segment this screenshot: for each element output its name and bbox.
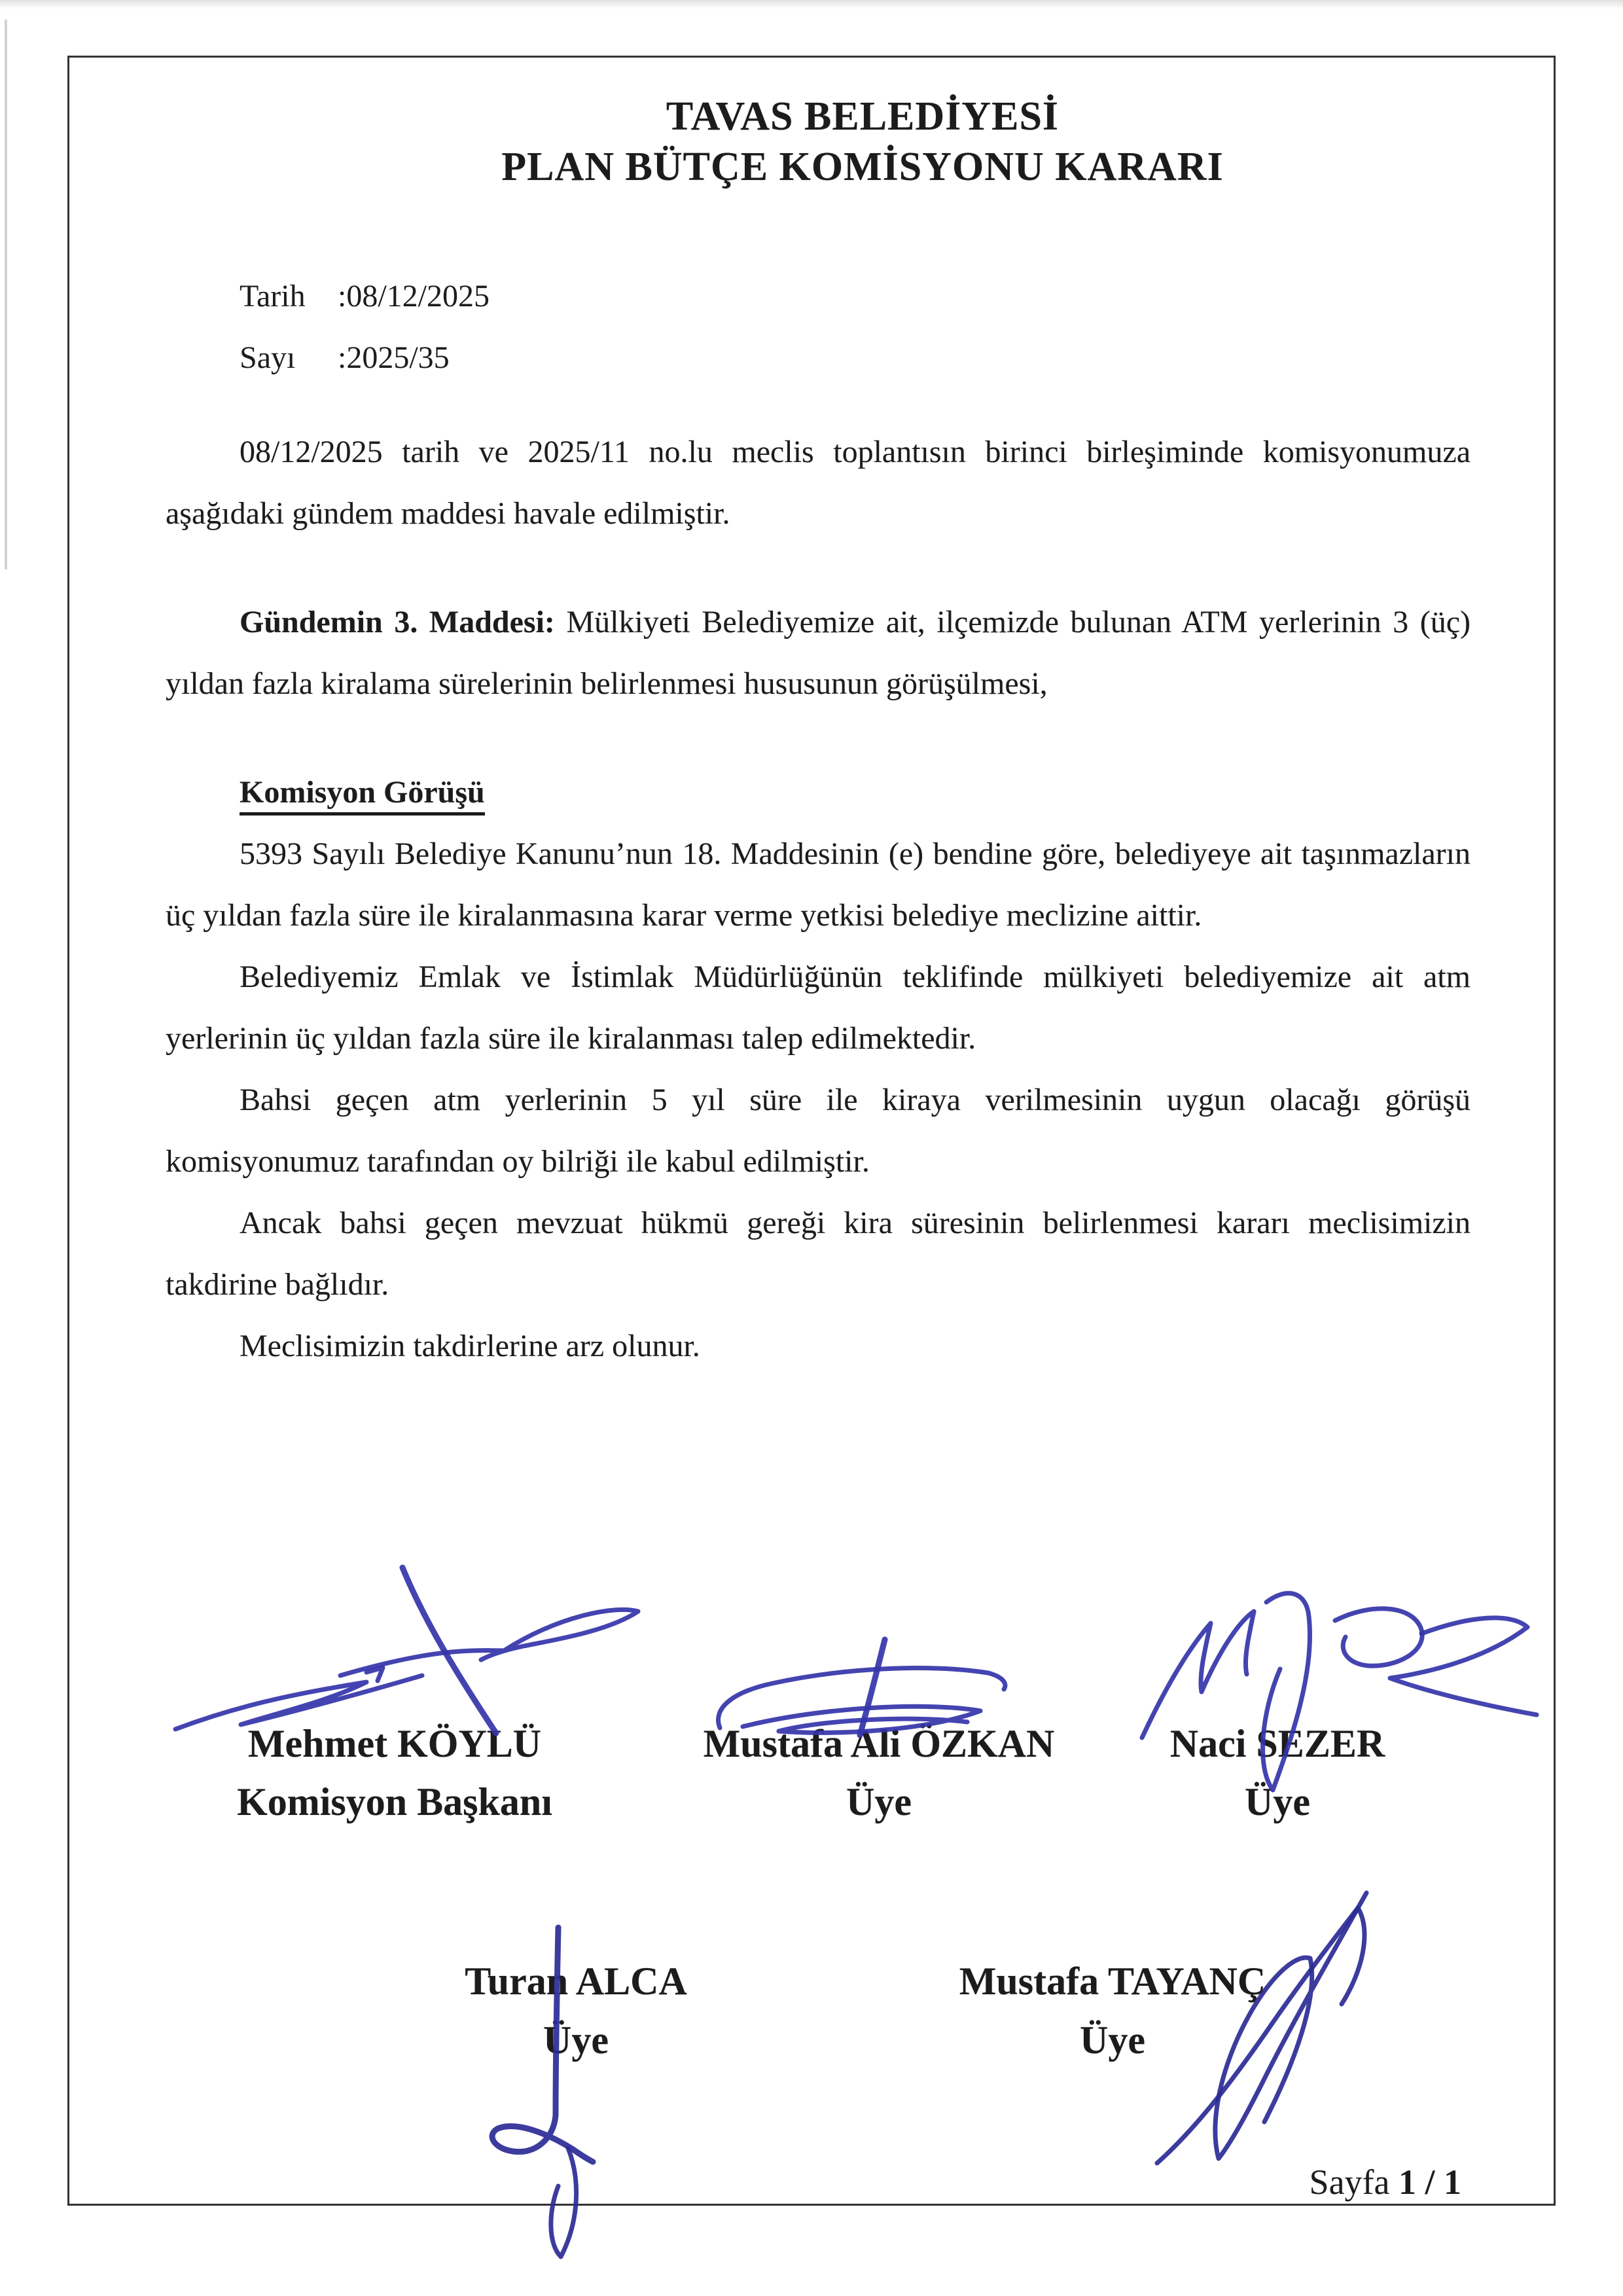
paragraph-opinion-4: Ancak bahsi geçen mevzuat hükmü gereği kira süresinin belirlenmesi kararı meclisimizin takdirine bağlıdır. (166, 1206, 1471, 1302)
signer-name-turan-alca: Turan ALCA (465, 1960, 687, 2003)
date-value: :08/12/2025 (338, 279, 490, 314)
scan-artifact-top (0, 0, 1623, 9)
paragraph-opinion-2: Belediyemiz Emlak ve İstimlak Müdürlüğünün teklifinde mülkiyeti belediyemize ait atm yerlerinin üç yıldan fazla süre ile kiralanması talep edilmektedir. (166, 960, 1471, 1056)
signer-role-mustafa-tayanc: Üye (1080, 2018, 1145, 2062)
signer-role-naci-sezer: Üye (1245, 1780, 1310, 1823)
meta-block (240, 266, 1471, 389)
signer-name-naci-sezer: Naci SEZER (1169, 1722, 1385, 1765)
signer-role-turan-alca: Üye (543, 2018, 609, 2062)
page-number-label: Sayfa (1309, 2162, 1390, 2202)
paragraph-intro: 08/12/2025 tarih ve 2025/11 no.lu meclis toplantısın birinci birleşiminde komisyonumuza aşağıdaki gündem maddesi havale edilmiştir. (166, 435, 1471, 531)
doc-title-line2: PLAN BÜTÇE KOMİSYONU KARARI (501, 145, 1224, 189)
signer-role-mehmet-koylu: Komisyon Başkanı (237, 1780, 552, 1823)
paragraph-opinion-3: Bahsi geçen atm yerlerinin 5 yıl süre ile kiraya verilmesinin uygun olacağı görüşü komisyonumuz tarafından oy bilriği ile kabul edilmiştir. (166, 1083, 1471, 1179)
signer-name-mehmet-koylu: Mehmet KÖYLÜ (247, 1722, 542, 1765)
date-label: Tarih (240, 279, 306, 314)
page-border (67, 56, 1556, 2206)
date-row (240, 266, 1471, 327)
agenda-item-lead: Gündemin 3. Maddesi: (240, 605, 555, 639)
doc-title-line1: TAVAS BELEDİYESİ (666, 94, 1060, 139)
page-number-value: 1 / 1 (1398, 2162, 1461, 2202)
opinion-heading-line (166, 762, 1471, 823)
number-row (240, 327, 1471, 389)
paragraph-closing: Meclisimizin takdirlerine arz olunur. (240, 1329, 700, 1363)
signer-role-mustafa-ali-ozkan: Üye (846, 1780, 912, 1823)
number-label: Sayı (240, 340, 296, 375)
signer-name-mustafa-tayanc: Mustafa TAYANÇ (959, 1960, 1266, 2003)
signer-name-mustafa-ali-ozkan: Mustafa Ali ÖZKAN (703, 1722, 1055, 1765)
number-value: :2025/35 (338, 340, 450, 375)
scan-artifact-left (5, 20, 7, 569)
opinion-heading: Komisyon Görüşü (240, 775, 485, 816)
paragraph-opinion-1: 5393 Sayılı Belediye Kanunu’nun 18. Maddesinin (e) bendine göre, belediyeye ait taşınmazların üç yıldan fazla süre ile kiralanmasına karar verme yetkisi belediye meclizine aittir. (166, 836, 1471, 933)
paragraph-agenda (166, 592, 1471, 715)
document-header (210, 94, 1515, 190)
page-number (1310, 2162, 1461, 2202)
agenda-item-text: Mülkiyeti Belediyemize ait, ilçemizde bulunan ATM yerlerinin 3 (üç) yıldan fazla kiralama sürelerinin belirlenmesi hususunun görüşülmesi, (166, 605, 1471, 701)
